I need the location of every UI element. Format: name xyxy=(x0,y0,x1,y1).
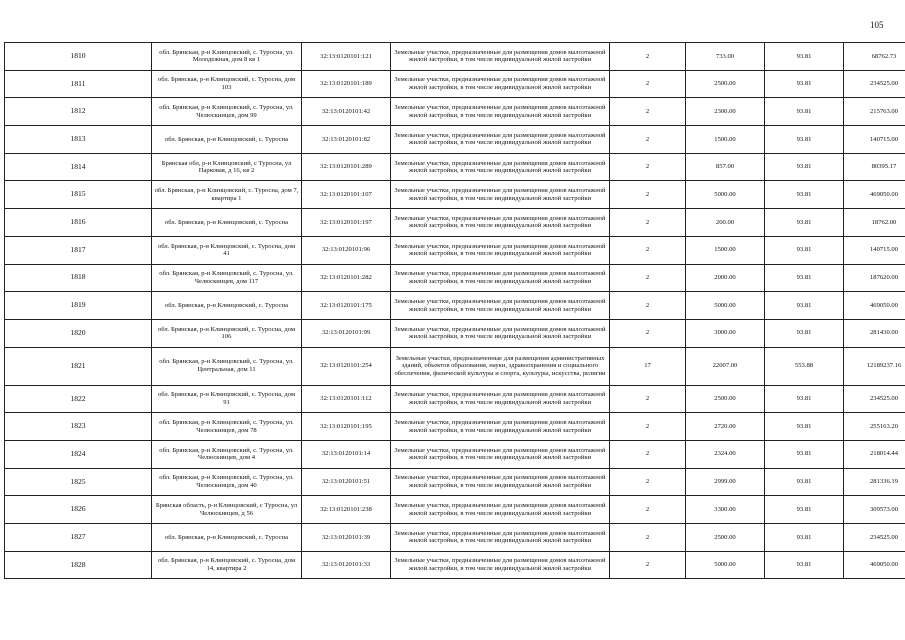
row-number-cell: 1819 xyxy=(5,292,152,320)
specific-value-cell: 93.81 xyxy=(765,209,844,237)
row-number-cell: 1812 xyxy=(5,98,152,126)
address-cell: обл. Брянская, р-н Клинцовский, с. Туросна xyxy=(152,292,302,320)
address-cell: обл. Брянская, р-н Клинцовский, с. Туросна xyxy=(152,126,302,154)
permitted-use-cell: Земельные участки, предназначенные для размещения домов малоэтажной жилой застройки, в том числе индивидуальной жилой застройки xyxy=(391,70,610,98)
permitted-use-cell: Земельные участки, предназначенные для размещения домов малоэтажной жилой застройки, в том числе индивидуальной жилой застройки xyxy=(391,153,610,181)
table-row xyxy=(5,440,905,468)
use-category-cell: 2 xyxy=(610,440,686,468)
cadastral-value-cell: 140715.00 xyxy=(844,126,905,154)
cadastral-number-cell: 32:13:0120101:51 xyxy=(302,468,391,496)
row-number-cell: 1828 xyxy=(5,551,152,579)
address-cell: обл. Брянская, р-н Клинцовский, с. Туросна, ул. Челюскинцев, дом 40 xyxy=(152,468,302,496)
table-row xyxy=(5,292,905,320)
permitted-use-cell: Земельные участки, предназначенные для размещения домов малоэтажной жилой застройки, в том числе индивидуальной жилой застройки xyxy=(391,43,610,71)
use-category-cell: 2 xyxy=(610,126,686,154)
permitted-use-cell: Земельные участки, предназначенные для размещения домов малоэтажной жилой застройки, в том числе индивидуальной жилой застройки xyxy=(391,264,610,292)
use-category-cell: 2 xyxy=(610,98,686,126)
address-cell: обл. Брянская, р-н Клинцовский, с. Туросна, дом 91 xyxy=(152,385,302,413)
cadastral-value-cell: 469050.00 xyxy=(844,551,905,579)
specific-value-cell: 93.81 xyxy=(765,126,844,154)
address-cell: обл. Брянская, р-н Клинцовский, с. Туросна, дом 106 xyxy=(152,319,302,347)
address-cell: обл. Брянская, р-н Клинцовский, с. Туросна, дом 7, квартира 1 xyxy=(152,181,302,209)
cadastral-value-cell: 469050.00 xyxy=(844,292,905,320)
row-number-cell: 1827 xyxy=(5,524,152,552)
row-number-cell: 1816 xyxy=(5,209,152,237)
cadastral-number-cell: 32:13:0120101:99 xyxy=(302,319,391,347)
cadastral-value-cell: 68762.73 xyxy=(844,43,905,71)
address-cell: обл. Брянская, р-н Клинцовский, с. Туросна, ул. Челюскинцев, дом 4 xyxy=(152,440,302,468)
row-number-cell: 1814 xyxy=(5,153,152,181)
permitted-use-cell: Земельные участки, предназначенные для размещения домов малоэтажной жилой застройки, в том числе индивидуальной жилой застройки xyxy=(391,209,610,237)
permitted-use-cell: Земельные участки, предназначенные для размещения домов малоэтажной жилой застройки, в том числе индивидуальной жилой застройки xyxy=(391,292,610,320)
permitted-use-cell: Земельные участки, предназначенные для размещения домов малоэтажной жилой застройки, в том числе индивидуальной жилой застройки xyxy=(391,440,610,468)
permitted-use-cell: Земельные участки, предназначенные для размещения домов малоэтажной жилой застройки, в том числе индивидуальной жилой застройки xyxy=(391,385,610,413)
area-cell: 200.00 xyxy=(686,209,765,237)
table-row xyxy=(5,98,905,126)
permitted-use-cell: Земельные участки, предназначенные для размещения домов малоэтажной жилой застройки, в том числе индивидуальной жилой застройки xyxy=(391,236,610,264)
address-cell: обл. Брянская, р-н Клинцовский, с. Туросна xyxy=(152,209,302,237)
address-cell: обл. Брянская, р-н Клинцовский, с. Туросна, ул. Центральная, дом 11 xyxy=(152,347,302,385)
table-row xyxy=(5,524,905,552)
cadastral-value-cell: 281336.19 xyxy=(844,468,905,496)
table-row xyxy=(5,181,905,209)
use-category-cell: 2 xyxy=(610,181,686,209)
use-category-cell: 2 xyxy=(610,385,686,413)
cadastral-number-cell: 32:13:0120101:282 xyxy=(302,264,391,292)
use-category-cell: 2 xyxy=(610,496,686,524)
cadastral-value-cell: 80395.17 xyxy=(844,153,905,181)
table-row xyxy=(5,43,905,71)
row-number-cell: 1811 xyxy=(5,70,152,98)
use-category-cell: 2 xyxy=(610,413,686,441)
table-row xyxy=(5,413,905,441)
table-row xyxy=(5,319,905,347)
specific-value-cell: 93.81 xyxy=(765,496,844,524)
cadastral-number-cell: 32:13:0120101:39 xyxy=(302,524,391,552)
cadastral-value-cell: 218014.44 xyxy=(844,440,905,468)
use-category-cell: 2 xyxy=(610,209,686,237)
cadastral-value-cell: 12189237.16 xyxy=(844,347,905,385)
cadastral-number-cell: 32:13:0120101:197 xyxy=(302,209,391,237)
specific-value-cell: 553.88 xyxy=(765,347,844,385)
row-number-cell: 1818 xyxy=(5,264,152,292)
cadastral-number-cell: 32:13:0120101:33 xyxy=(302,551,391,579)
address-cell: обл. Брянская, р-н Клинцовский, с. Туросна, дом 14, квартира 2 xyxy=(152,551,302,579)
use-category-cell: 2 xyxy=(610,292,686,320)
cadastral-number-cell: 32:13:0120101:112 xyxy=(302,385,391,413)
cadastral-number-cell: 32:13:0120101:189 xyxy=(302,70,391,98)
specific-value-cell: 93.81 xyxy=(765,524,844,552)
cadastral-value-cell: 234525.00 xyxy=(844,524,905,552)
specific-value-cell: 93.81 xyxy=(765,385,844,413)
permitted-use-cell: Земельные участки, предназначенные для размещения административных зданий, объектов образования, науки, здравоохранения и социального обеспечения, физической культуры и спорта, культуры, искусства, религии xyxy=(391,347,610,385)
cadastral-number-cell: 32:13:0120101:107 xyxy=(302,181,391,209)
table-row xyxy=(5,236,905,264)
area-cell: 2999.00 xyxy=(686,468,765,496)
cadastral-value-cell: 255163.20 xyxy=(844,413,905,441)
area-cell: 3300.00 xyxy=(686,496,765,524)
area-cell: 2500.00 xyxy=(686,385,765,413)
area-cell: 2324.00 xyxy=(686,440,765,468)
row-number-cell: 1815 xyxy=(5,181,152,209)
specific-value-cell: 93.81 xyxy=(765,181,844,209)
row-number-cell: 1813 xyxy=(5,126,152,154)
use-category-cell: 2 xyxy=(610,551,686,579)
area-cell: 5000.00 xyxy=(686,181,765,209)
area-cell: 2300.00 xyxy=(686,98,765,126)
use-category-cell: 2 xyxy=(610,319,686,347)
row-number-cell: 1810 xyxy=(5,43,152,71)
specific-value-cell: 93.81 xyxy=(765,153,844,181)
permitted-use-cell: Земельные участки, предназначенные для размещения домов малоэтажной жилой застройки, в том числе индивидуальной жилой застройки xyxy=(391,126,610,154)
address-cell: Брянская область, р-н Клинцовский, с Туросна, ул Челюскинцев, д 56 xyxy=(152,496,302,524)
permitted-use-cell: Земельные участки, предназначенные для размещения домов малоэтажной жилой застройки, в том числе индивидуальной жилой застройки xyxy=(391,413,610,441)
use-category-cell: 2 xyxy=(610,236,686,264)
area-cell: 3000.00 xyxy=(686,319,765,347)
cadastral-number-cell: 32:13:0120101:289 xyxy=(302,153,391,181)
cadastral-number-cell: 32:13:0120101:254 xyxy=(302,347,391,385)
specific-value-cell: 93.81 xyxy=(765,43,844,71)
row-number-cell: 1824 xyxy=(5,440,152,468)
cadastral-number-cell: 32:13:0120101:238 xyxy=(302,496,391,524)
address-cell: обл. Брянская, р-н Клинцовский, с. Туросна, дом 103 xyxy=(152,70,302,98)
table-row xyxy=(5,347,905,385)
specific-value-cell: 93.81 xyxy=(765,264,844,292)
area-cell: 857.00 xyxy=(686,153,765,181)
use-category-cell: 2 xyxy=(610,264,686,292)
registry-table-body xyxy=(5,43,905,579)
row-number-cell: 1820 xyxy=(5,319,152,347)
table-row xyxy=(5,551,905,579)
specific-value-cell: 93.81 xyxy=(765,70,844,98)
table-row xyxy=(5,385,905,413)
area-cell: 5000.00 xyxy=(686,292,765,320)
area-cell: 1500.00 xyxy=(686,236,765,264)
area-cell: 5000.00 xyxy=(686,551,765,579)
use-category-cell: 2 xyxy=(610,468,686,496)
cadastral-number-cell: 32:13:0120101:42 xyxy=(302,98,391,126)
cadastral-value-cell: 281430.00 xyxy=(844,319,905,347)
land-plot-registry-table xyxy=(4,42,905,579)
area-cell: 2000.00 xyxy=(686,264,765,292)
row-number-cell: 1826 xyxy=(5,496,152,524)
specific-value-cell: 93.81 xyxy=(765,468,844,496)
row-number-cell: 1823 xyxy=(5,413,152,441)
cadastral-number-cell: 32:13:0120101:14 xyxy=(302,440,391,468)
row-number-cell: 1821 xyxy=(5,347,152,385)
row-number-cell: 1822 xyxy=(5,385,152,413)
address-cell: обл. Брянская, р-н Клинцовский, с. Туросна, дом 41 xyxy=(152,236,302,264)
address-cell: обл. Брянская, р-н Клинцовский, с. Туросна, ул. Челюскинцев, дом 117 xyxy=(152,264,302,292)
use-category-cell: 2 xyxy=(610,70,686,98)
permitted-use-cell: Земельные участки, предназначенные для размещения домов малоэтажной жилой застройки, в том числе индивидуальной жилой застройки xyxy=(391,551,610,579)
specific-value-cell: 93.81 xyxy=(765,236,844,264)
page-number: 105 xyxy=(870,20,884,30)
cadastral-value-cell: 187620.00 xyxy=(844,264,905,292)
specific-value-cell: 93.81 xyxy=(765,98,844,126)
address-cell: обл. Брянская, р-н Клинцовский, с. Туросна, ул. Молодежная, дом 8 кв 1 xyxy=(152,43,302,71)
area-cell: 1500.00 xyxy=(686,126,765,154)
table-row xyxy=(5,468,905,496)
table-row xyxy=(5,70,905,98)
cadastral-value-cell: 234525.00 xyxy=(844,385,905,413)
specific-value-cell: 93.81 xyxy=(765,413,844,441)
area-cell: 2500.00 xyxy=(686,524,765,552)
address-cell: обл. Брянская, р-н Клинцовский, с. Туросна xyxy=(152,524,302,552)
use-category-cell: 17 xyxy=(610,347,686,385)
cadastral-number-cell: 32:13:0120101:96 xyxy=(302,236,391,264)
table-row xyxy=(5,264,905,292)
table-row xyxy=(5,126,905,154)
specific-value-cell: 93.81 xyxy=(765,319,844,347)
specific-value-cell: 93.81 xyxy=(765,440,844,468)
table-row xyxy=(5,153,905,181)
address-cell: обл. Брянская, р-н Клинцовский, с. Туросна, ул. Челюскинцев, дом 99 xyxy=(152,98,302,126)
area-cell: 733.00 xyxy=(686,43,765,71)
cadastral-number-cell: 32:13:0120101:175 xyxy=(302,292,391,320)
use-category-cell: 2 xyxy=(610,43,686,71)
use-category-cell: 2 xyxy=(610,524,686,552)
row-number-cell: 1817 xyxy=(5,236,152,264)
permitted-use-cell: Земельные участки, предназначенные для размещения домов малоэтажной жилой застройки, в том числе индивидуальной жилой застройки xyxy=(391,319,610,347)
cadastral-value-cell: 309573.00 xyxy=(844,496,905,524)
cadastral-value-cell: 18762.00 xyxy=(844,209,905,237)
permitted-use-cell: Земельные участки, предназначенные для размещения домов малоэтажной жилой застройки, в том числе индивидуальной жилой застройки xyxy=(391,468,610,496)
area-cell: 22007.00 xyxy=(686,347,765,385)
use-category-cell: 2 xyxy=(610,153,686,181)
cadastral-value-cell: 234525.00 xyxy=(844,70,905,98)
permitted-use-cell: Земельные участки, предназначенные для размещения домов малоэтажной жилой застройки, в том числе индивидуальной жилой застройки xyxy=(391,98,610,126)
cadastral-value-cell: 215763.00 xyxy=(844,98,905,126)
table-row xyxy=(5,496,905,524)
permitted-use-cell: Земельные участки, предназначенные для размещения домов малоэтажной жилой застройки, в том числе индивидуальной жилой застройки xyxy=(391,496,610,524)
address-cell: обл. Брянская, р-н Клинцовский, с. Туросна, ул. Челюскинцев, дом 78 xyxy=(152,413,302,441)
specific-value-cell: 93.81 xyxy=(765,292,844,320)
area-cell: 2720.00 xyxy=(686,413,765,441)
cadastral-number-cell: 32:13:0120101:195 xyxy=(302,413,391,441)
cadastral-number-cell: 32:13:0120101:121 xyxy=(302,43,391,71)
specific-value-cell: 93.81 xyxy=(765,551,844,579)
cadastral-value-cell: 140715.00 xyxy=(844,236,905,264)
area-cell: 2500.00 xyxy=(686,70,765,98)
cadastral-value-cell: 469050.00 xyxy=(844,181,905,209)
permitted-use-cell: Земельные участки, предназначенные для размещения домов малоэтажной жилой застройки, в том числе индивидуальной жилой застройки xyxy=(391,181,610,209)
cadastral-number-cell: 32:13:0120101:82 xyxy=(302,126,391,154)
row-number-cell: 1825 xyxy=(5,468,152,496)
address-cell: Брянская обл, р-н Клинцовский, с Туросна, ул Парковая, д 16, кв 2 xyxy=(152,153,302,181)
permitted-use-cell: Земельные участки, предназначенные для размещения домов малоэтажной жилой застройки, в том числе индивидуальной жилой застройки xyxy=(391,524,610,552)
table-row xyxy=(5,209,905,237)
